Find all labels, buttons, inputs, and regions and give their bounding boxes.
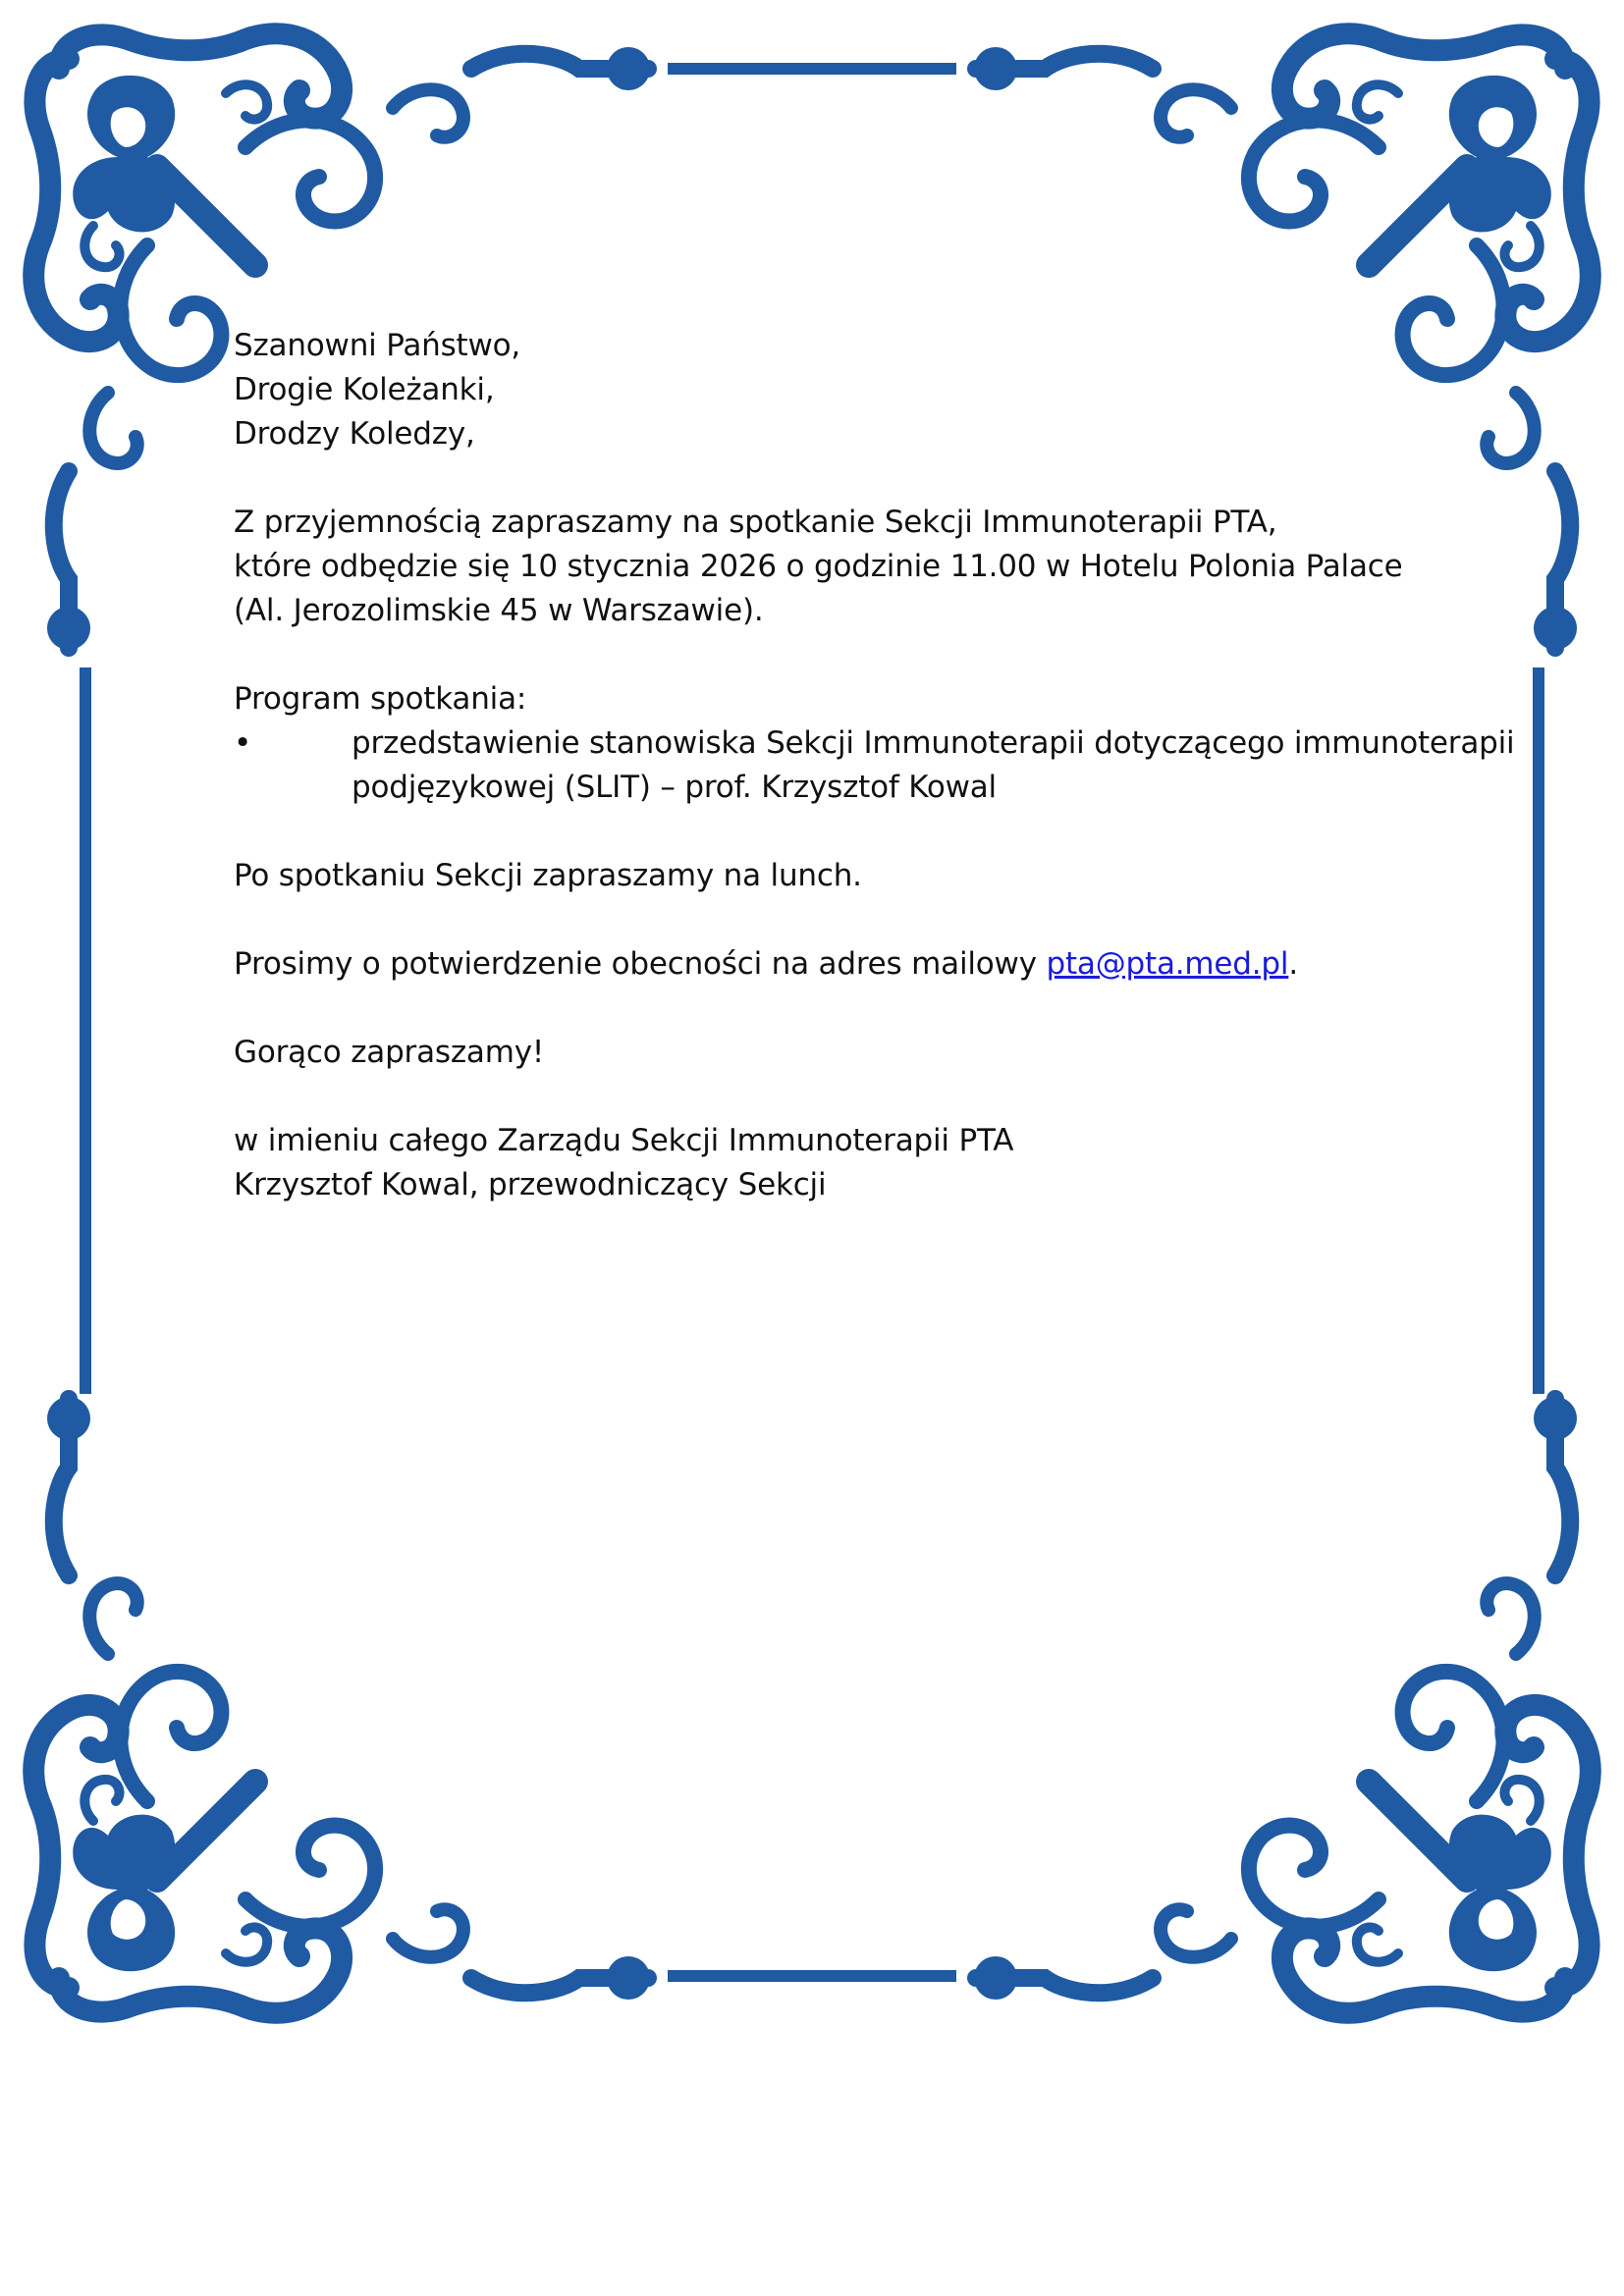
frame-corner-bottom-left xyxy=(33,1397,650,2013)
greeting-line: Szanowni Państwo, xyxy=(234,328,521,363)
confirmation-text: Prosimy o potwierdzenie obecności na adres mailowy xyxy=(234,946,1047,982)
bullet-icon: • xyxy=(234,725,252,761)
program-title: Program spotkania: xyxy=(234,681,527,717)
signature-line: Krzysztof Kowal, przewodniczący Sekcji xyxy=(234,1167,827,1202)
intro-line: Z przyjemnością zapraszamy na spotkanie Sekcji Immunoterapii PTA, xyxy=(234,505,1277,540)
signature-line: w imieniu całego Zarządu Sekcji Immunoterapii PTA xyxy=(234,1123,1014,1158)
program-item xyxy=(234,721,1549,810)
greeting-line: Drodzy Koledzy, xyxy=(234,416,475,452)
signature xyxy=(234,1119,1549,1207)
lunch-note: Po spotkaniu Sekcji zapraszamy na lunch. xyxy=(234,858,862,893)
letter-body xyxy=(234,324,1549,1207)
intro-paragraph xyxy=(234,501,1549,633)
closing-line: Gorąco zapraszamy! xyxy=(234,1035,545,1070)
program-section xyxy=(234,677,1549,810)
intro-line: które odbędzie się 10 stycznia 2026 o godzinie 11.00 w Hotelu Polonia Palace xyxy=(234,549,1403,584)
program-item-line: podjęzykowej (SLIT) – prof. Krzysztof Kowal xyxy=(352,770,997,805)
intro-line: (Al. Jerozolimskie 45 w Warszawie). xyxy=(234,593,764,628)
email-link[interactable]: pta@pta.med.pl xyxy=(1046,946,1289,982)
confirmation-period: . xyxy=(1288,946,1298,982)
confirmation-note xyxy=(234,942,1549,987)
frame-corner-bottom-right xyxy=(974,1397,1591,2013)
greeting-line: Drogie Koleżanki, xyxy=(234,372,495,407)
greeting xyxy=(234,324,1549,456)
program-item-line: przedstawienie stanowiska Sekcji Immunoterapii dotyczącego immunoterapii xyxy=(352,725,1515,761)
